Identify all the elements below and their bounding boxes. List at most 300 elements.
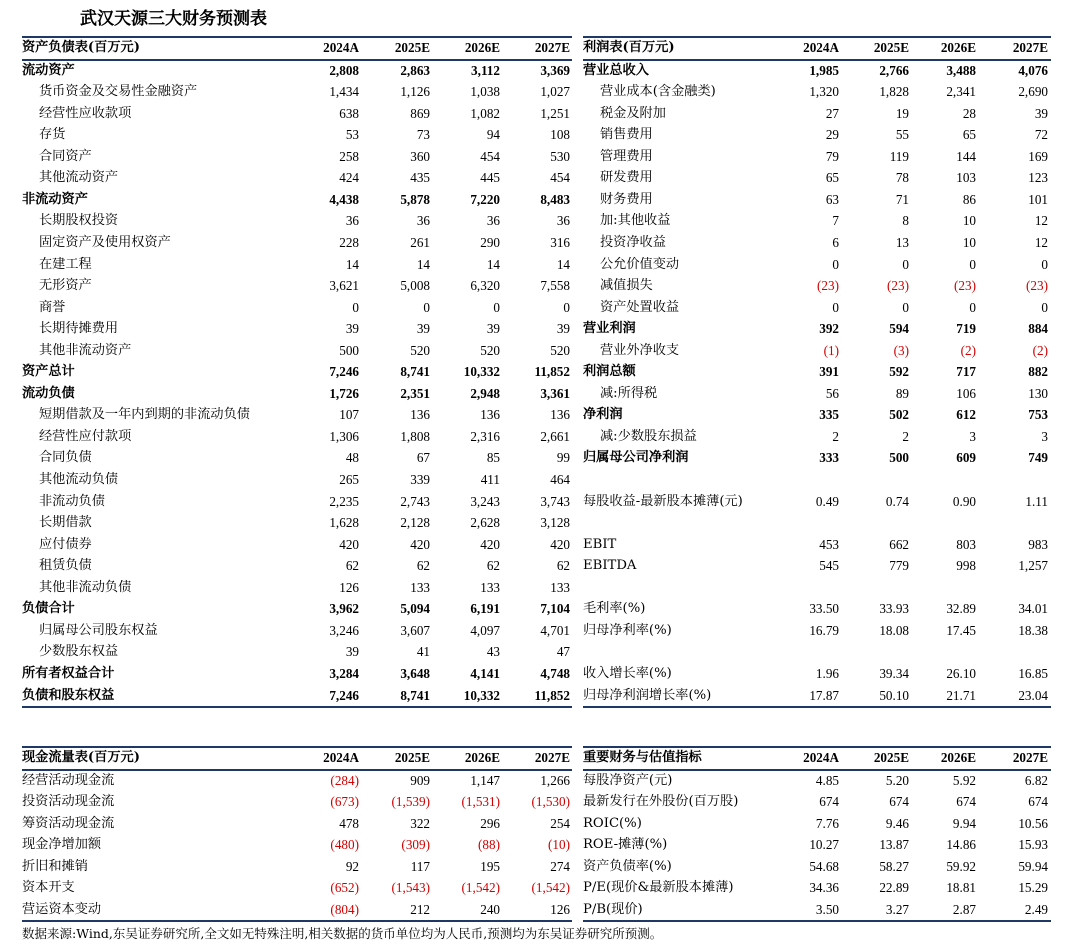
data-source-footnote: 数据来源:Wind,东吴证券研究所,全文如无特殊注明,相关数据的货币单位均为人民币,预测均为东吴证券研究所预测。: [22, 926, 663, 941]
cell-value: 3: [1041, 428, 1048, 444]
table-row: [22, 81, 572, 103]
table-row: [22, 770, 572, 792]
table-bottom-rule: [583, 706, 1051, 708]
cell-value: 14: [416, 256, 430, 272]
year-header: 2024A: [803, 40, 839, 55]
cell-value: 3,369: [540, 62, 570, 78]
cell-value: 7,104: [540, 601, 570, 617]
cell-value: 258: [339, 148, 359, 164]
row-label: 归属母公司股东权益: [39, 622, 158, 638]
cell-value: 3,621: [329, 278, 359, 294]
cell-value: 500: [889, 450, 909, 466]
cell-value: (23): [887, 278, 909, 294]
cell-value: 22.89: [879, 880, 909, 896]
row-label: 公允价值变动: [600, 256, 680, 272]
table-row: [22, 254, 572, 276]
table-row: [22, 124, 572, 146]
cell-value: 34.36: [809, 880, 839, 896]
table-row: [583, 210, 1051, 232]
cell-value: 79: [825, 148, 839, 164]
cell-value: 0: [902, 299, 909, 315]
cell-value: 7,246: [329, 364, 359, 380]
cell-value: 392: [819, 321, 839, 337]
cell-value: (88): [478, 837, 500, 853]
cell-value: 101: [1028, 191, 1048, 207]
cell-value: 1.96: [815, 665, 839, 681]
cell-value: 8,741: [400, 687, 430, 703]
table-row: [583, 555, 1051, 577]
row-label: 所有者权益合计: [22, 665, 115, 681]
table-row: [583, 685, 1051, 707]
cell-value: (309): [401, 837, 430, 853]
row-label: 货币资金及交易性金融资产: [39, 84, 198, 100]
cell-value: 2.87: [952, 901, 976, 917]
table-row: [22, 641, 572, 663]
row-label: 短期借款及一年内到期的非流动负债: [39, 407, 250, 423]
cell-value: 14: [345, 256, 359, 272]
row-label: 销售费用: [600, 127, 653, 143]
table-row: [22, 620, 572, 642]
table-row: [22, 210, 572, 232]
cell-value: 612: [956, 407, 976, 423]
year-header: 2024A: [323, 40, 359, 55]
table-row: [22, 598, 572, 620]
cell-value: 195: [480, 858, 500, 874]
cell-value: 753: [1028, 407, 1048, 423]
cell-value: 2: [832, 428, 839, 444]
table-row: [583, 856, 1051, 878]
cell-value: 119: [889, 148, 909, 164]
cell-value: 638: [339, 105, 359, 121]
row-label: ROE-摊薄(%): [583, 837, 668, 853]
table-row: [22, 189, 572, 211]
cell-value: 92: [345, 858, 359, 874]
cell-value: 212: [410, 901, 430, 917]
row-label: P/E(现价&最新股本摊薄): [583, 880, 734, 896]
table-row: [583, 103, 1051, 125]
row-label: EBIT: [583, 536, 617, 552]
cell-value: 36: [345, 213, 359, 229]
cell-value: 3,361: [540, 385, 570, 401]
row-label: 减:少数股东损益: [600, 428, 697, 444]
cell-value: 500: [339, 342, 359, 358]
cell-value: 2,948: [470, 385, 500, 401]
cell-value: 594: [889, 321, 909, 337]
row-label: 资本开支: [22, 880, 75, 896]
cell-value: 296: [480, 815, 500, 831]
cell-value: 73: [416, 127, 430, 143]
cell-value: (2): [1032, 342, 1048, 358]
cell-value: 4,438: [329, 191, 359, 207]
table-header-label: 利润表(百万元): [583, 40, 675, 55]
cell-value: 420: [339, 536, 359, 552]
cell-value: 261: [410, 234, 430, 250]
table-row: [583, 791, 1051, 813]
row-label: 营业总收入: [583, 62, 649, 78]
cell-value: 335: [819, 407, 839, 423]
table-header-label: 重要财务与估值指标: [583, 750, 702, 765]
cell-value: 28: [962, 105, 976, 121]
cell-value: 0: [493, 299, 500, 315]
year-header: 2027E: [1012, 750, 1048, 765]
cell-value: 316: [550, 234, 570, 250]
cell-value: (480): [330, 837, 359, 853]
table-header-label: 资产负债表(百万元): [22, 40, 140, 55]
cell-value: 3,607: [400, 622, 430, 638]
row-label: 长期股权投资: [39, 213, 119, 229]
table-row: [583, 124, 1051, 146]
cell-value: 18.08: [879, 622, 909, 638]
cell-value: 34.01: [1018, 601, 1048, 617]
row-label: 利润总额: [583, 364, 636, 380]
cell-value: 7.76: [815, 815, 839, 831]
row-label: 少数股东权益: [39, 644, 119, 660]
cell-value: (3): [893, 342, 909, 358]
row-label: 资产处置收益: [600, 299, 680, 315]
cell-value: 520: [550, 342, 570, 358]
cell-value: 16.79: [809, 622, 839, 638]
year-header: 2025E: [394, 750, 430, 765]
row-label: 合同负债: [39, 450, 92, 466]
cell-value: 3.27: [885, 901, 909, 917]
cell-value: 39: [345, 644, 359, 660]
cell-value: 454: [480, 148, 500, 164]
cell-value: 545: [819, 558, 839, 574]
cell-value: 126: [339, 579, 359, 595]
row-label: 非流动负债: [39, 493, 105, 509]
cell-value: 5.20: [885, 772, 909, 788]
row-label: 投资净收益: [600, 234, 666, 250]
row-label: 存货: [39, 127, 66, 143]
cell-value: 0: [969, 256, 976, 272]
cell-value: 3,488: [946, 62, 976, 78]
table-row: [583, 383, 1051, 405]
table-row: [583, 577, 1051, 599]
cell-value: 62: [486, 558, 500, 574]
cell-value: 78: [895, 170, 909, 186]
cell-value: 0: [1041, 299, 1048, 315]
row-label: 流动资产: [22, 62, 75, 78]
year-header: 2025E: [873, 40, 909, 55]
cell-value: 0: [352, 299, 359, 315]
cell-value: (1,531): [461, 794, 500, 810]
table-row: [22, 856, 572, 878]
cell-value: 36: [556, 213, 570, 229]
cell-value: 11,852: [534, 364, 570, 380]
cell-value: 59.92: [946, 858, 976, 874]
table-row: [22, 491, 572, 513]
cell-value: 10.56: [1018, 815, 1048, 831]
year-header: 2025E: [873, 750, 909, 765]
year-header: 2026E: [940, 750, 976, 765]
cell-value: 530: [550, 148, 570, 164]
cell-value: 14: [556, 256, 570, 272]
cell-value: 18.81: [946, 880, 976, 896]
balance-sheet-table: [22, 36, 572, 708]
cell-value: 130: [1028, 385, 1048, 401]
cell-value: 391: [819, 364, 839, 380]
cell-value: (804): [330, 901, 359, 917]
cell-value: (23): [817, 278, 839, 294]
cell-value: 99: [556, 450, 570, 466]
cell-value: (1,542): [461, 880, 500, 896]
row-label: 每股净资产(元): [583, 772, 673, 788]
row-label: P/B(现价): [583, 901, 643, 917]
cell-value: 1,126: [400, 84, 430, 100]
cell-value: 882: [1028, 364, 1048, 380]
cell-value: 609: [956, 450, 976, 466]
cell-value: 1,251: [540, 105, 570, 121]
table-row: [583, 232, 1051, 254]
row-label: 营业成本(含金融类): [600, 84, 716, 100]
cell-value: 3,243: [470, 493, 500, 509]
cell-value: 1,147: [470, 772, 500, 788]
cell-value: 2,863: [400, 62, 430, 78]
table-row: [583, 641, 1051, 663]
table-row: [22, 340, 572, 362]
cell-value: 2: [902, 428, 909, 444]
cell-value: 33.50: [809, 601, 839, 617]
cell-value: 14: [486, 256, 500, 272]
cell-value: 445: [480, 170, 500, 186]
cell-value: 749: [1028, 450, 1048, 466]
cell-value: 0: [832, 299, 839, 315]
cell-value: 39: [345, 321, 359, 337]
row-label: 研发费用: [600, 170, 653, 186]
cell-value: 27: [825, 105, 839, 121]
cell-value: 144: [956, 148, 976, 164]
year-header: 2027E: [534, 750, 570, 765]
row-label: ROIC(%): [583, 815, 642, 831]
cell-value: 4,097: [470, 622, 500, 638]
cell-value: 56: [825, 385, 839, 401]
cell-value: 8,483: [540, 191, 570, 207]
cell-value: 4.85: [815, 772, 839, 788]
row-label: 净利润: [583, 407, 623, 423]
cell-value: 411: [480, 472, 500, 487]
cell-value: 58.27: [879, 858, 909, 874]
cell-value: 6,191: [470, 601, 500, 617]
cell-value: 520: [410, 342, 430, 358]
table-row: [583, 189, 1051, 211]
cell-value: 3.50: [815, 901, 839, 917]
cell-value: 9.94: [952, 815, 976, 831]
cell-value: 117: [410, 858, 430, 874]
table-row: [583, 297, 1051, 319]
cell-value: 108: [550, 127, 570, 143]
cell-value: 478: [339, 815, 359, 831]
cell-value: 71: [895, 191, 909, 207]
cell-value: 39: [416, 321, 430, 337]
row-label: 收入增长率(%): [583, 665, 672, 681]
row-label: 最新发行在外股份(百万股): [583, 794, 739, 810]
cell-value: 13.87: [879, 837, 909, 853]
table-row: [583, 770, 1051, 792]
cell-value: 11,852: [534, 687, 570, 703]
cell-value: 39: [1034, 105, 1048, 121]
cell-value: 333: [819, 450, 839, 466]
table-row: [583, 663, 1051, 685]
cell-value: 59.94: [1018, 858, 1048, 874]
table-bottom-rule: [22, 706, 572, 708]
cell-value: 2,341: [946, 84, 976, 100]
row-label: 其他流动负债: [39, 472, 119, 487]
cell-value: 339: [410, 472, 430, 487]
cell-value: 4,701: [540, 622, 570, 638]
cell-value: (652): [330, 880, 359, 896]
cell-value: 1,628: [329, 515, 359, 531]
cell-value: 424: [339, 170, 359, 186]
year-header: 2025E: [394, 40, 430, 55]
table-row: [583, 834, 1051, 856]
cell-value: (23): [1026, 278, 1048, 294]
table-row: [22, 232, 572, 254]
cell-value: 5,008: [400, 278, 430, 294]
cell-value: 107: [339, 407, 359, 423]
cell-value: 1,266: [540, 772, 570, 788]
cell-value: 1,828: [879, 84, 909, 100]
table-row: [583, 491, 1051, 513]
cell-value: 520: [480, 342, 500, 358]
row-label: 折旧和摊销: [22, 858, 88, 874]
table-row: [583, 877, 1051, 899]
cell-value: 1,434: [329, 84, 359, 100]
row-label: 无形资产: [39, 278, 92, 294]
row-label: 税金及附加: [600, 105, 666, 121]
cell-value: 909: [410, 772, 430, 788]
cell-value: 18.38: [1018, 622, 1048, 638]
cell-value: 4,748: [540, 665, 570, 681]
table-row: [22, 426, 572, 448]
cell-value: 8: [902, 213, 909, 229]
cell-value: 0: [969, 299, 976, 315]
cell-value: 420: [480, 536, 500, 552]
cell-value: 4,076: [1018, 62, 1048, 78]
cell-value: 420: [410, 536, 430, 552]
cell-value: 10: [962, 234, 976, 250]
row-label: 应付债券: [39, 536, 92, 552]
row-label: 归母净利率(%): [583, 622, 672, 638]
table-header-label: 现金流量表(百万元): [22, 750, 140, 765]
table-row: [583, 469, 1051, 491]
cell-value: 3,648: [400, 665, 430, 681]
table-row: [583, 340, 1051, 362]
row-label: 加:其他收益: [600, 213, 671, 229]
table-row: [22, 146, 572, 168]
cell-value: 43: [486, 644, 500, 660]
row-label: 营业利润: [583, 321, 636, 337]
cell-value: 63: [825, 191, 839, 207]
cell-value: 290: [480, 234, 500, 250]
cell-value: 103: [956, 170, 976, 186]
cell-value: 15.29: [1018, 880, 1048, 896]
row-label: 减值损失: [600, 278, 653, 294]
cell-value: (1,530): [531, 794, 570, 810]
cell-value: 2.49: [1024, 901, 1048, 917]
row-label: 管理费用: [600, 148, 653, 164]
cell-value: 3,246: [329, 622, 359, 638]
cell-value: 10: [962, 213, 976, 229]
cell-value: 36: [416, 213, 430, 229]
cell-value: 7,220: [470, 191, 500, 207]
table-bottom-rule: [22, 920, 572, 922]
cell-value: 5,094: [400, 601, 430, 617]
cell-value: 719: [956, 321, 976, 337]
cell-value: 998: [956, 558, 976, 574]
cell-value: 10.27: [809, 837, 839, 853]
cell-value: 6,320: [470, 278, 500, 294]
table-row: [583, 275, 1051, 297]
cell-value: 39: [486, 321, 500, 337]
cell-value: 2,128: [400, 515, 430, 531]
cell-value: 19: [895, 105, 909, 121]
cell-value: (673): [330, 794, 359, 810]
cell-value: (10): [548, 837, 570, 853]
row-label: 归母净利润增长率(%): [583, 687, 712, 703]
cell-value: 1,257: [1018, 558, 1048, 574]
cell-value: 1,082: [470, 105, 500, 121]
row-label: 非流动资产: [22, 191, 88, 207]
table-row: [583, 146, 1051, 168]
cell-value: 55: [895, 127, 909, 143]
row-label: EBITDA: [583, 558, 637, 574]
table-row: [583, 318, 1051, 340]
table-row: [583, 512, 1051, 534]
cell-value: 0: [832, 256, 839, 272]
cell-value: 6: [832, 234, 839, 250]
row-label: 其他非流动资产: [39, 342, 132, 358]
cell-value: 62: [345, 558, 359, 574]
cell-value: 2,316: [470, 428, 500, 444]
cell-value: 453: [819, 536, 839, 552]
cell-value: (1,543): [391, 880, 430, 896]
table-row: [583, 620, 1051, 642]
cell-value: 15.93: [1018, 837, 1048, 853]
cell-value: 1,985: [809, 62, 839, 78]
cell-value: 0: [423, 299, 430, 315]
year-header: 2026E: [464, 40, 500, 55]
cell-value: 228: [339, 234, 359, 250]
table-row: [22, 791, 572, 813]
cell-value: 1,808: [400, 428, 430, 444]
table-row: [22, 899, 572, 921]
cell-value: 106: [956, 385, 976, 401]
cell-value: (23): [954, 278, 976, 294]
cell-value: 133: [480, 579, 500, 595]
cell-value: 779: [889, 558, 909, 574]
table-row: [22, 383, 572, 405]
table-row: [22, 663, 572, 685]
table-row: [22, 318, 572, 340]
cell-value: 1,726: [329, 385, 359, 401]
cell-value: 39.34: [879, 665, 909, 681]
cell-value: 2,235: [329, 493, 359, 509]
cell-value: 47: [556, 644, 570, 660]
cell-value: 13: [895, 234, 909, 250]
valuation-metrics-table: [583, 746, 1051, 922]
table-row: [22, 877, 572, 899]
cell-value: 1,306: [329, 428, 359, 444]
cell-value: 16.85: [1018, 665, 1048, 681]
table-row: [22, 469, 572, 491]
cell-value: 89: [895, 385, 909, 401]
cell-value: 662: [889, 536, 909, 552]
table-row: [583, 60, 1051, 82]
cell-value: 869: [410, 105, 430, 121]
cell-value: 65: [962, 127, 976, 143]
cell-value: 62: [556, 558, 570, 574]
cell-value: 2,690: [1018, 84, 1048, 100]
